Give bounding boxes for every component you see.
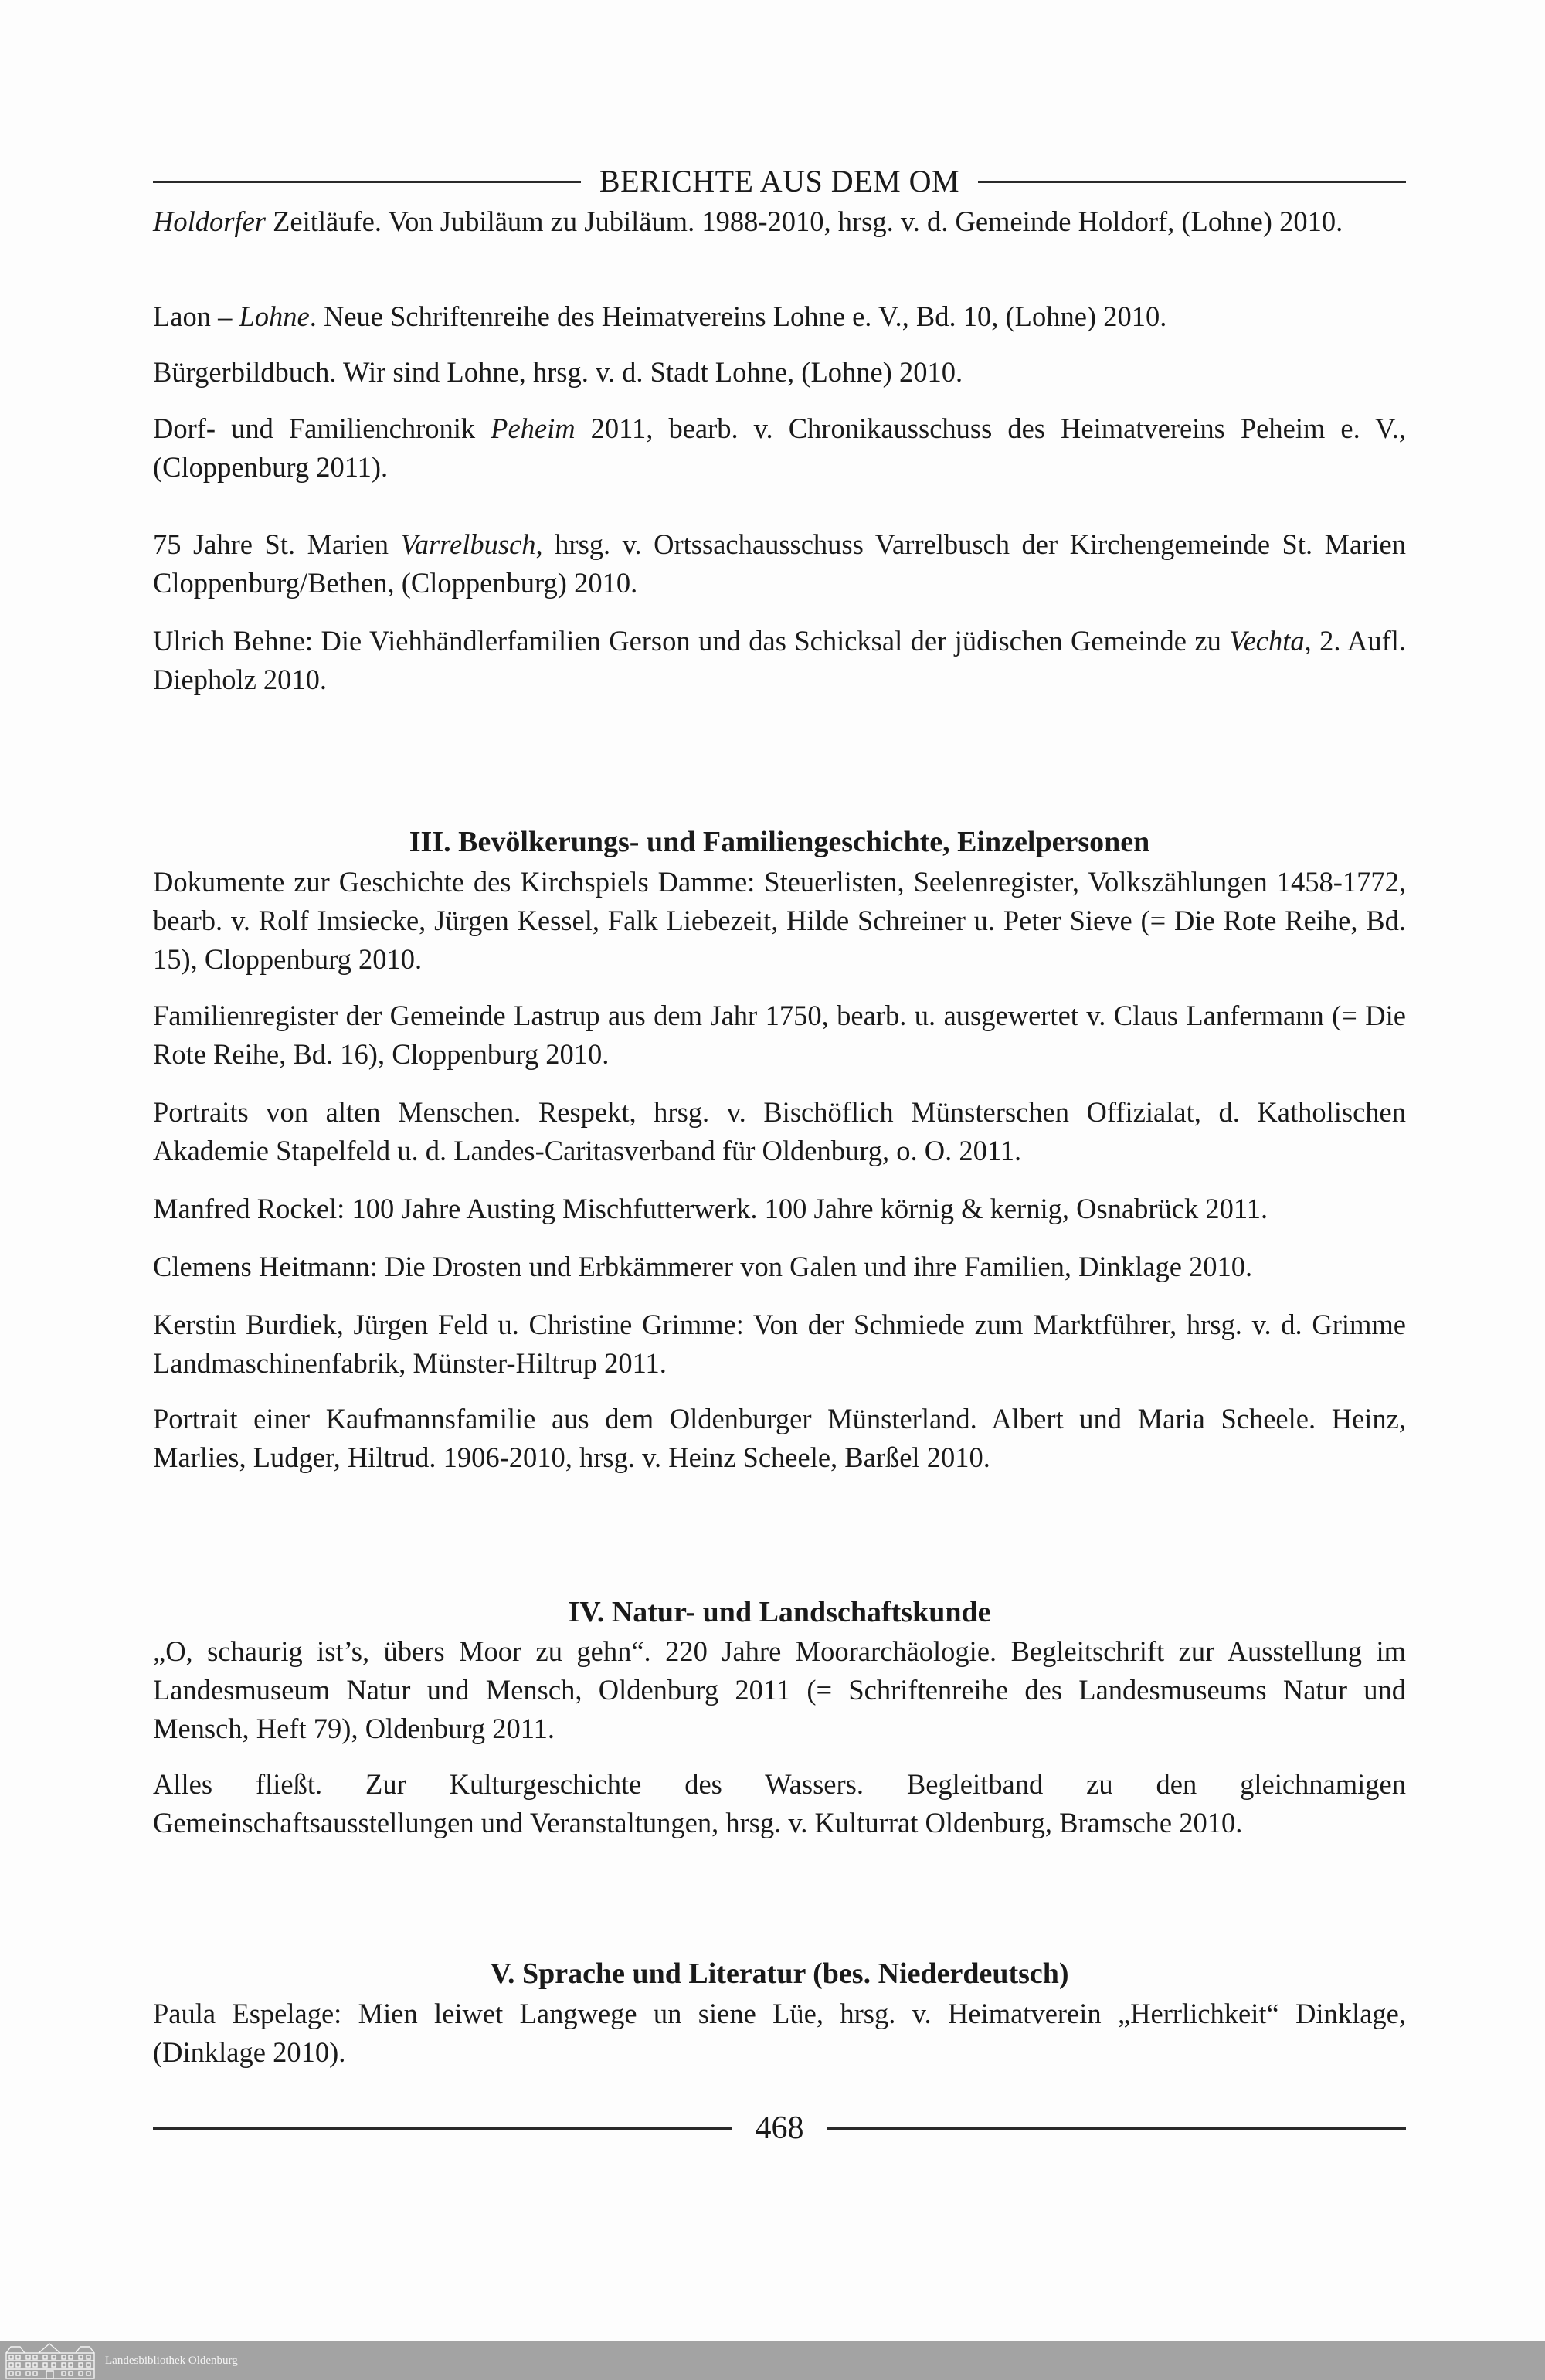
library-name: Landesbibliothek Oldenburg (105, 2354, 238, 2367)
header-rule-left (153, 181, 581, 183)
page-footer (153, 2109, 1406, 2147)
bib-entry: Portraits von alten Menschen. Respekt, hrsg. v. Bischöflich Münsterschen Offizialat, d. Katholischen Akademie Stapelfeld u. d. Landes-Caritasverband für Oldenburg, o. O. 2011. (153, 1096, 1406, 1166)
entry-text: 2011, bearb. v. Chronikausschuss des Heimatvereins Peheim e. V., (Cloppenburg 2011). (153, 413, 1406, 483)
bib-entry: Alles fließt. Zur Kulturgeschichte des Wassers. Begleitband zu den gleichnamigen Gemeinschaftsausstellungen und Veranstaltungen, hrsg. v. Kulturrat Oldenburg, Bramsche 2010. (153, 1768, 1406, 1838)
library-banner (0, 2341, 1545, 2380)
entry-text: , 2. Aufl. Diepholz 2010. (153, 625, 1406, 695)
running-title: BERICHTE AUS DEM OM (599, 164, 960, 199)
bib-entry: Paula Espelage: Mien leiwet Langwege un siene Lüe, hrsg. v. Heimatverein „Herrlichkeit“ Dinklage, (Dinklage 2010). (153, 1998, 1406, 2068)
entry-text: Dorf- und Familienchronik (153, 413, 491, 444)
entry-text: , hrsg. v. Ortssachausschuss Varrelbusch der Kirchengemeinde St. Marien Cloppenburg/Bethen, (Cloppenburg) 2010. (153, 528, 1407, 599)
running-header (153, 162, 1406, 201)
bib-entry: Portrait einer Kaufmannsfamilie aus dem Oldenburger Münsterland. Albert und Maria Scheele. Heinz, Marlies, Ludger, Hiltrud. 1906-2010, hrsg. v. Heinz Scheele, Barßel 2010. (153, 1403, 1406, 1473)
entry-italic: Lohne (239, 300, 310, 332)
bib-entry: Manfred Rockel: 100 Jahre Austing Mischfutterwerk. 100 Jahre körnig & kernig, Osnabrück 2011. (153, 1193, 1268, 1224)
bib-entry (153, 297, 1406, 336)
page-number: 468 (755, 2110, 804, 2146)
bib-entry (153, 622, 1406, 699)
entry-italic: Holdorfer (153, 205, 266, 237)
header-rule-right (978, 181, 1406, 183)
bib-entry: „O, schaurig ist’s, übers Moor zu gehn“. 220 Jahre Moorarchäologie. Begleitschrift zur Ausstellung im Landesmuseum Natur und Mensch, Oldenburg 2011 (= Schriftenreihe des Landesmuseums Natur und Mensch, Heft 79), Oldenburg 2011. (153, 1635, 1406, 1744)
section-heading-iii: III. Bevölkerungs- und Familiengeschichte, Einzelpersonen (409, 826, 1150, 858)
entry-italic: Vechta (1229, 625, 1305, 657)
entry-text: 75 Jahre St. Marien (153, 528, 401, 560)
entry-text: Zeitläufe. Von Jubiläum zu Jubiläum. 1988-2010, hrsg. v. d. Gemeinde Holdorf, (Lohne) 2010. (266, 205, 1343, 237)
entry-italic: Peheim (491, 413, 576, 444)
footer-rule-right (827, 2127, 1407, 2130)
bib-entry: Bürgerbildbuch. Wir sind Lohne, hrsg. v. d. Stadt Lohne, (Lohne) 2010. (153, 356, 963, 388)
section-heading-v: V. Sprache und Literatur (bes. Niederdeutsch) (490, 1957, 1069, 1990)
entry-text: Laon – (153, 300, 239, 332)
bib-entry: Familienregister der Gemeinde Lastrup aus dem Jahr 1750, bearb. u. ausgewertet v. Claus Lanfermann (= Die Rote Reihe, Bd. 16), Cloppenburg 2010. (153, 1000, 1406, 1070)
bib-entry (153, 409, 1406, 487)
library-building-icon (5, 2342, 96, 2379)
bib-entry: Kerstin Burdiek, Jürgen Feld u. Christine Grimme: Von der Schmiede zum Marktführer, hrsg. v. d. Grimme Landmaschinenfabrik, Münster-Hiltrup 2011. (153, 1309, 1406, 1379)
entry-text: . Neue Schriftenreihe des Heimatvereins Lohne e. V., Bd. 10, (Lohne) 2010. (309, 300, 1167, 332)
bib-entry (153, 525, 1406, 603)
bib-entry: Clemens Heitmann: Die Drosten und Erbkämmerer von Galen und ihre Familien, Dinklage 2010. (153, 1251, 1253, 1282)
entry-italic: Varrelbusch (400, 528, 536, 560)
bib-entry: Dokumente zur Geschichte des Kirchspiels Damme: Steuerlisten, Seelenregister, Volkszählungen 1458-1772, bearb. v. Rolf Imsiecke, Jürgen Kessel, Falk Liebezeit, Hilde Schreiner u. Peter Sieve (= Die Rote Reihe, Bd. 15), Cloppenburg 2010. (153, 866, 1406, 975)
footer-rule-left (153, 2127, 732, 2130)
bib-entry (153, 202, 1406, 241)
section-heading-iv: IV. Natur- und Landschaftskunde (568, 1596, 991, 1628)
entry-text: Ulrich Behne: Die Viehhändlerfamilien Gerson und das Schicksal der jüdischen Gemeinde zu (153, 625, 1230, 657)
